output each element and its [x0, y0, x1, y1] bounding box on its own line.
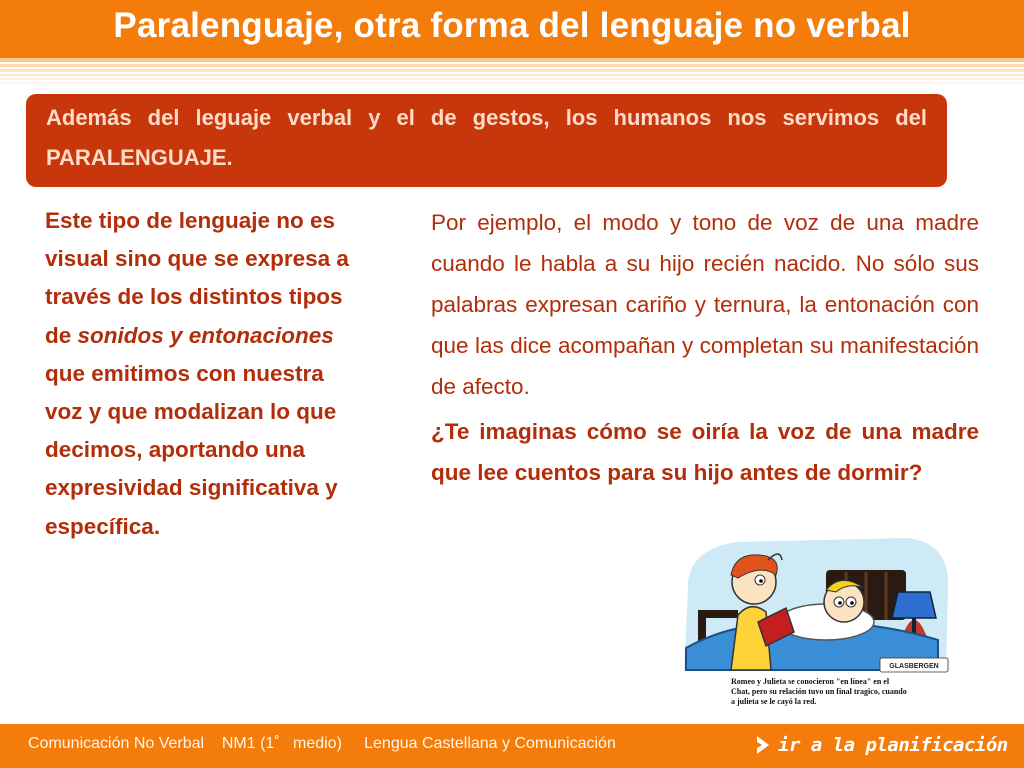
- left-text-end: que emitimos con nuestra voz y que modalizan lo que decimos, aportando una expresividad significativa y específica.: [45, 360, 338, 539]
- slide-title: Paralenguaje, otra forma del lenguaje no verbal: [113, 6, 911, 45]
- left-text-start: Este tipo de lenguaje no es visual sino que se expresa a través de los distintos tipos de: [45, 208, 349, 348]
- planning-link-label[interactable]: ir a la planificación: [778, 734, 1008, 756]
- planning-link[interactable]: [754, 732, 1008, 758]
- cartoon-illustration: [676, 530, 956, 680]
- cartoon-caption: Romeo y Julieta se conocieron "en línea" en el Chat, pero su relación tuvo un final tragico, cuando a julieta se le cayó la red.: [731, 677, 907, 706]
- left-text-emphasis: sonidos y entonaciones: [77, 322, 334, 348]
- cartoon-signature: GLASBERGEN: [889, 663, 939, 670]
- left-column-text: [45, 202, 365, 546]
- example-paragraph: Por ejemplo, el modo y tono de voz de una madre cuando le habla a su hijo recién nacido. No sólo sus palabras expresan cariño y ternura, la entonación con que las dice acompañan y completan su manifestación de afecto.: [431, 210, 979, 399]
- slide-header: [0, 0, 1024, 58]
- chevron-right-icon: [754, 734, 772, 756]
- question-paragraph: ¿Te imaginas cómo se oiría la voz de una madre que lee cuentos para su hijo antes de dormir?: [431, 419, 979, 485]
- footer-course-info: Comunicación No Verbal NM1 (1˚ medio) Lengua Castellana y Comunicación: [28, 735, 616, 752]
- intro-text: Además del leguaje verbal y el de gestos, los humanos nos servimos del PARALENGUAJE.: [46, 105, 927, 170]
- right-column: [431, 202, 979, 493]
- footer-bar: [0, 724, 1024, 768]
- intro-box: [26, 94, 947, 187]
